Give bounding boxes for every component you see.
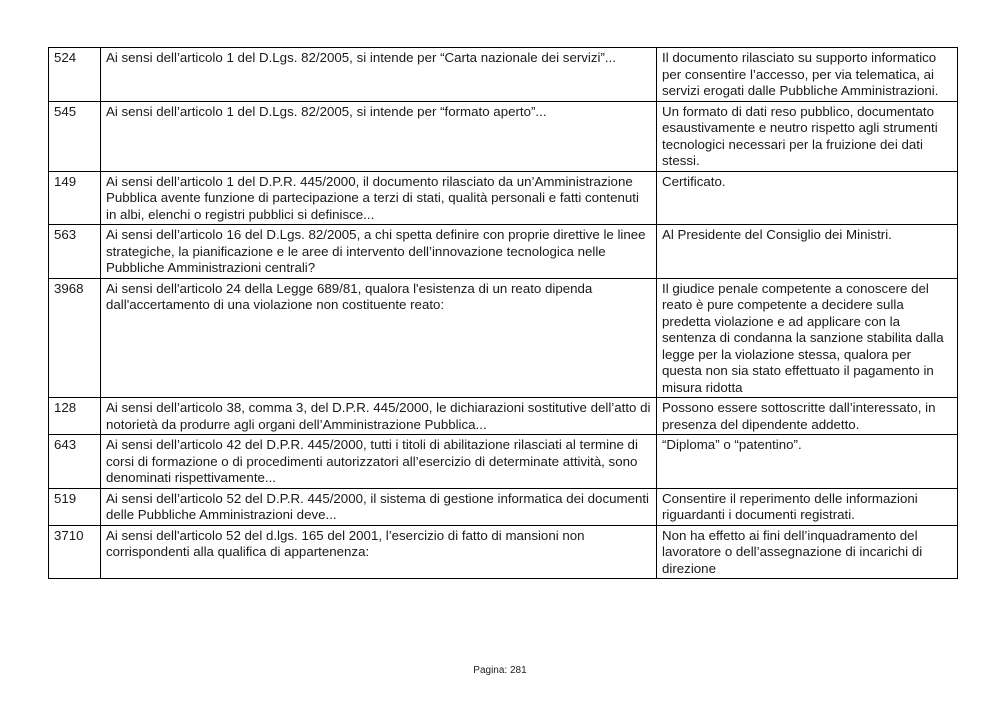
- question-text: Ai sensi dell’articolo 38, comma 3, del D.P.R. 445/2000, le dichiarazioni sostitutive dell’atto di notorietà da produrre agli organi dell’Amministrazione Pubblica...: [101, 398, 657, 435]
- answer-text: Un formato di dati reso pubblico, documentato esaustivamente e neutro rispetto agli strumenti tecnologici necessari per la fruizione dei dati stessi.: [657, 101, 958, 171]
- question-id: 128: [49, 398, 101, 435]
- answer-text: Al Presidente del Consiglio dei Ministri.: [657, 225, 958, 279]
- question-text: Ai sensi dell'articolo 52 del d.lgs. 165 del 2001, l’esercizio di fatto di mansioni non corrispondenti alla qualifica di appartenenza:: [101, 525, 657, 579]
- question-id: 563: [49, 225, 101, 279]
- table-row: [49, 398, 958, 435]
- table-row: [49, 435, 958, 489]
- question-id: 545: [49, 101, 101, 171]
- table-row: [49, 48, 958, 102]
- page-number: Pagina: 281: [473, 665, 527, 676]
- question-text: Ai sensi dell'articolo 24 della Legge 689/81, qualora l'esistenza di un reato dipenda dall'accertamento di una violazione non costituente reato:: [101, 278, 657, 398]
- table-row: [49, 278, 958, 398]
- answer-text: Possono essere sottoscritte dall’interessato, in presenza del dipendente addetto.: [657, 398, 958, 435]
- table-row: [49, 225, 958, 279]
- question-id: 3968: [49, 278, 101, 398]
- table-row: [49, 525, 958, 579]
- table-row: [49, 488, 958, 525]
- answer-text: Certificato.: [657, 171, 958, 225]
- question-text: Ai sensi dell’articolo 1 del D.Lgs. 82/2005, si intende per “Carta nazionale dei servizi”...: [101, 48, 657, 102]
- question-text: Ai sensi dell’articolo 42 del D.P.R. 445/2000, tutti i titoli di abilitazione rilasciati al termine di corsi di formazione o di procedimenti autorizzatori all’esercizio di determinate attività, sono denominati rispettivamente...: [101, 435, 657, 489]
- question-text: Ai sensi dell’articolo 52 del D.P.R. 445/2000, il sistema di gestione informatica dei documenti delle Pubbliche Amministrazioni deve...: [101, 488, 657, 525]
- answer-text: Il giudice penale competente a conoscere del reato è pure competente a decidere sulla predetta violazione e ad applicare con la sentenza di condanna la sanzione stabilita dalla legge per la violazione stessa, qualora per questa non sia stato effettuato il pagamento in misura ridotta: [657, 278, 958, 398]
- question-id: 643: [49, 435, 101, 489]
- question-text: Ai sensi dell’articolo 16 del D.Lgs. 82/2005, a chi spetta definire con proprie direttive le linee strategiche, la pianificazione e le aree di intervento dell’innovazione tecnologica nelle Pubbliche Amministrazioni centrali?: [101, 225, 657, 279]
- question-id: 149: [49, 171, 101, 225]
- answer-text: Non ha effetto ai fini dell’inquadramento del lavoratore o dell’assegnazione di incarichi di direzione: [657, 525, 958, 579]
- answer-text: Consentire il reperimento delle informazioni riguardanti i documenti registrati.: [657, 488, 958, 525]
- question-id: 524: [49, 48, 101, 102]
- question-text: Ai sensi dell’articolo 1 del D.Lgs. 82/2005, si intende per “formato aperto”...: [101, 101, 657, 171]
- question-id: 519: [49, 488, 101, 525]
- answer-text: “Diploma” o “patentino”.: [657, 435, 958, 489]
- answer-text: Il documento rilasciato su supporto informatico per consentire l’accesso, per via telematica, ai servizi erogati dalle Pubbliche Amministrazioni.: [657, 48, 958, 102]
- table-row: [49, 171, 958, 225]
- table-row: [49, 101, 958, 171]
- qa-table: [48, 47, 958, 579]
- question-text: Ai sensi dell’articolo 1 del D.P.R. 445/2000, il documento rilasciato da un’Amministrazione Pubblica avente funzione di partecipazione a terzi di stati, qualità personali e fatti contenuti in albi, elenchi o registri pubblici si definisce...: [101, 171, 657, 225]
- question-id: 3710: [49, 525, 101, 579]
